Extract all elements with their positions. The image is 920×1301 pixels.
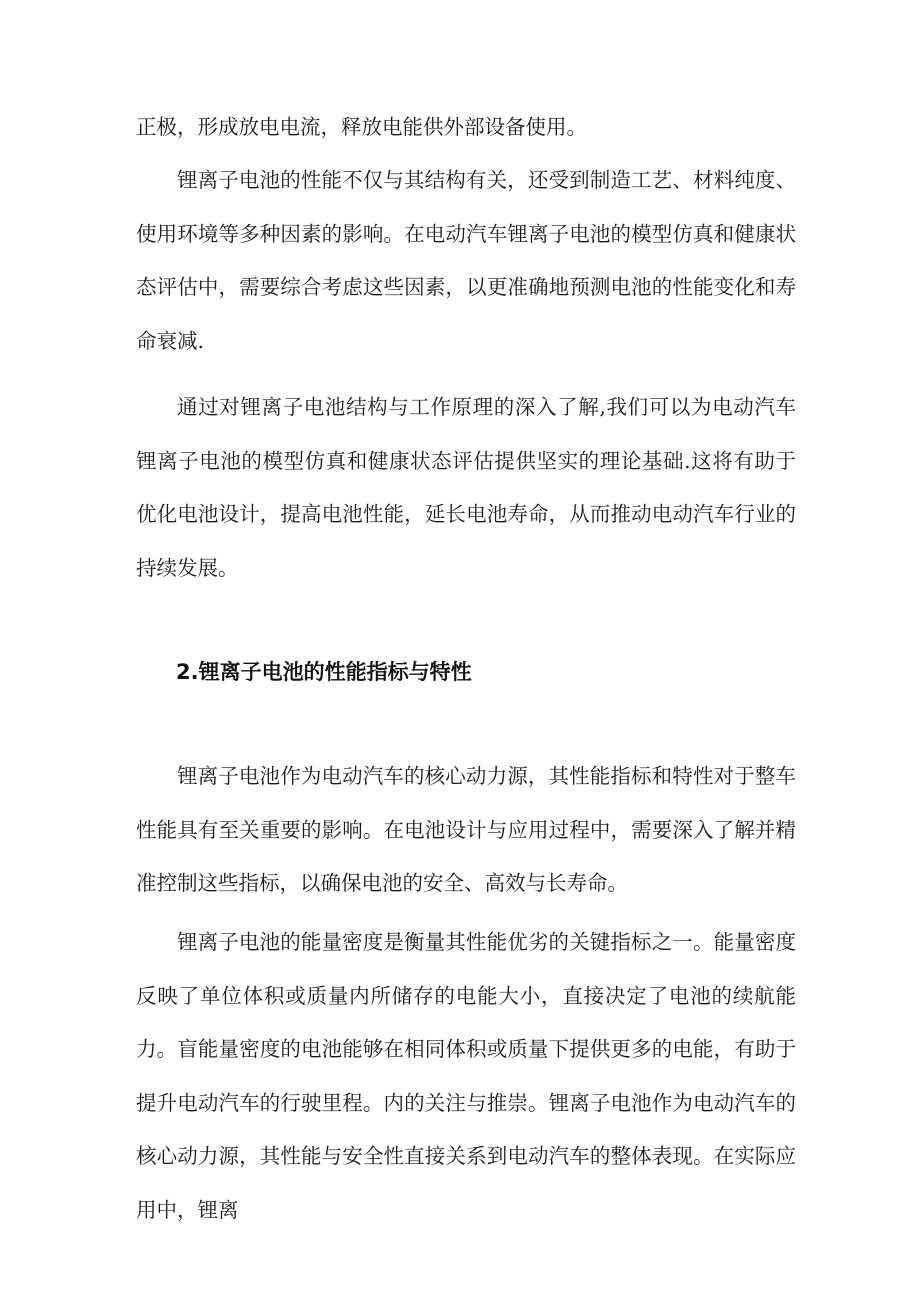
paragraph-influencing-factors: 锂离子电池的性能不仅与其结构有关，还受到制造工艺、材料纯度、使用环境等多种因素的影响。在电动汽车锂离子电池的模型仿真和健康状态评估中，需要综合考虑这些因素，以更准确地预测电池的性能变化和寿命衰减. (136, 168, 796, 353)
paragraph-energy-density: 锂离子电池的能量密度是衡量其性能优劣的关键指标之一。能量密度反映了单位体积或质量内所储存的电能大小，直接决定了电池的续航能力。盲能量密度的电池能够在相同体积或质量下提供更多的电能，有助于提升电动汽车的行驶里程。内的关注与推崇。锂离子电池作为电动汽车的核心动力源，其性能与安全性直接关系到电动汽车的整体表现。在实际应用中，锂离 (136, 930, 796, 1222)
section-heading: 2.锂离子电池的性能指标与特性 (176, 660, 472, 684)
paragraph-continuation: 正极，形成放电电流，释放电能供外部设备使用。 (136, 115, 587, 139)
paragraph-performance-overview: 锂离子电池作为电动汽车的核心动力源，其性能指标和特性对于整车性能具有至关重要的影响。在电池设计与应用过程中，需要深入了解并精准控制这些指标，以确保电池的安全、高效与长寿命。 (136, 764, 796, 895)
paragraph-theoretical-basis: 通过对锂离子电池结构与工作原理的深入了解,我们可以为电动汽车锂离子电池的模型仿真和健康状态评估提供坚实的理论基础.这将有助于优化电池设计，提高电池性能，延长电池寿命，从而推动电动汽车行业的持续发展。 (136, 395, 796, 580)
